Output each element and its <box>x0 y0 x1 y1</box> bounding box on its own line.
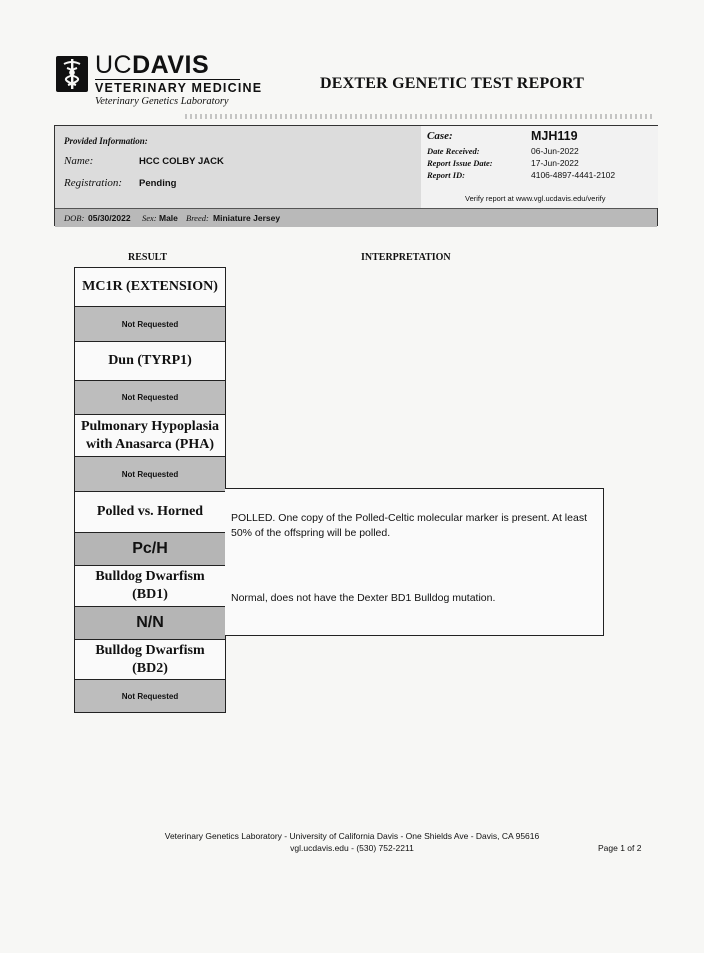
dob-value: 05/30/2022 <box>88 213 131 223</box>
test-result-bd1: N/N <box>75 607 225 640</box>
name-value: HCC COLBY JACK <box>139 156 224 167</box>
date-received-value: 06-Jun-2022 <box>531 146 579 156</box>
provided-info-label: Provided Information: <box>64 136 148 146</box>
report-title: DEXTER GENETIC TEST REPORT <box>320 75 585 92</box>
test-name-polled: Polled vs. Horned <box>75 492 225 533</box>
interpretation-bd1 <box>225 562 604 636</box>
test-name-dun: Dun (TYRP1) <box>75 342 225 381</box>
logo-uc-text: UC <box>95 51 133 79</box>
interpretation-polled-text: POLLED. One copy of the Polled-Celtic molecular marker is present. At least 50% of the offspring will be polled. <box>231 511 587 539</box>
test-result-mc1r: Not Requested <box>75 307 225 342</box>
test-result-bd2: Not Requested <box>75 680 225 712</box>
breed-label: Breed: <box>186 213 209 223</box>
provided-info-section <box>55 126 422 208</box>
provided-info-box <box>54 125 658 226</box>
footer-address: Veterinary Genetics Laboratory - University of California Davis - One Shields Ave - Davis, CA 95616 <box>164 831 540 841</box>
registration-label: Registration: <box>64 177 123 189</box>
logo-divider <box>95 79 240 80</box>
test-name-pha: Pulmonary Hypoplasia with Anasarca (PHA) <box>75 415 225 457</box>
case-info-section <box>421 126 658 208</box>
result-column <box>74 267 226 713</box>
report-id-value: 4106-4897-4441-2102 <box>531 170 616 180</box>
test-name-mc1r: MC1R (EXTENSION) <box>75 268 225 307</box>
date-received-label: Date Received: <box>427 146 480 156</box>
case-label: Case: <box>427 130 453 142</box>
sex-label: Sex: <box>142 213 157 223</box>
case-value: MJH119 <box>531 129 578 143</box>
test-name-bd1: Bulldog Dwarfism (BD1) <box>75 566 225 607</box>
issue-date-value: 17-Jun-2022 <box>531 158 579 168</box>
decorative-dotted-line <box>185 114 655 119</box>
test-name-bd2: Bulldog Dwarfism (BD2) <box>75 640 225 680</box>
logo-veterinary-medicine: VETERINARY MEDICINE <box>95 81 263 95</box>
interpretation-column-heading: INTERPRETATION <box>361 252 451 263</box>
test-result-polled: Pc/H <box>75 533 225 566</box>
logo-ucdavis <box>95 52 209 78</box>
name-label: Name: <box>64 155 94 167</box>
page-number: Page 1 of 2 <box>598 843 642 853</box>
logo-davis-text: DAVIS <box>132 51 210 79</box>
report-id-label: Report ID: <box>427 170 466 180</box>
registration-value: Pending <box>139 178 177 189</box>
ucdavis-caduceus-icon <box>56 56 88 92</box>
interpretation-bd1-text: Normal, does not have the Dexter BD1 Bulldog mutation. <box>231 592 496 604</box>
sex-value: Male <box>159 213 178 223</box>
animal-details-bar <box>55 208 657 227</box>
interpretation-polled <box>225 488 604 563</box>
verify-link[interactable]: Verify report at www.vgl.ucdavis.edu/verify <box>465 194 606 203</box>
breed-value: Miniature Jersey <box>213 213 281 223</box>
test-result-dun: Not Requested <box>75 381 225 415</box>
test-result-pha: Not Requested <box>75 457 225 492</box>
logo-lab-name: Veterinary Genetics Laboratory <box>95 96 229 107</box>
result-column-heading: RESULT <box>128 252 168 263</box>
dob-label: DOB: <box>64 213 85 223</box>
footer-contact: vgl.ucdavis.edu - (530) 752-2211 <box>290 843 414 853</box>
issue-date-label: Report Issue Date: <box>427 158 493 168</box>
